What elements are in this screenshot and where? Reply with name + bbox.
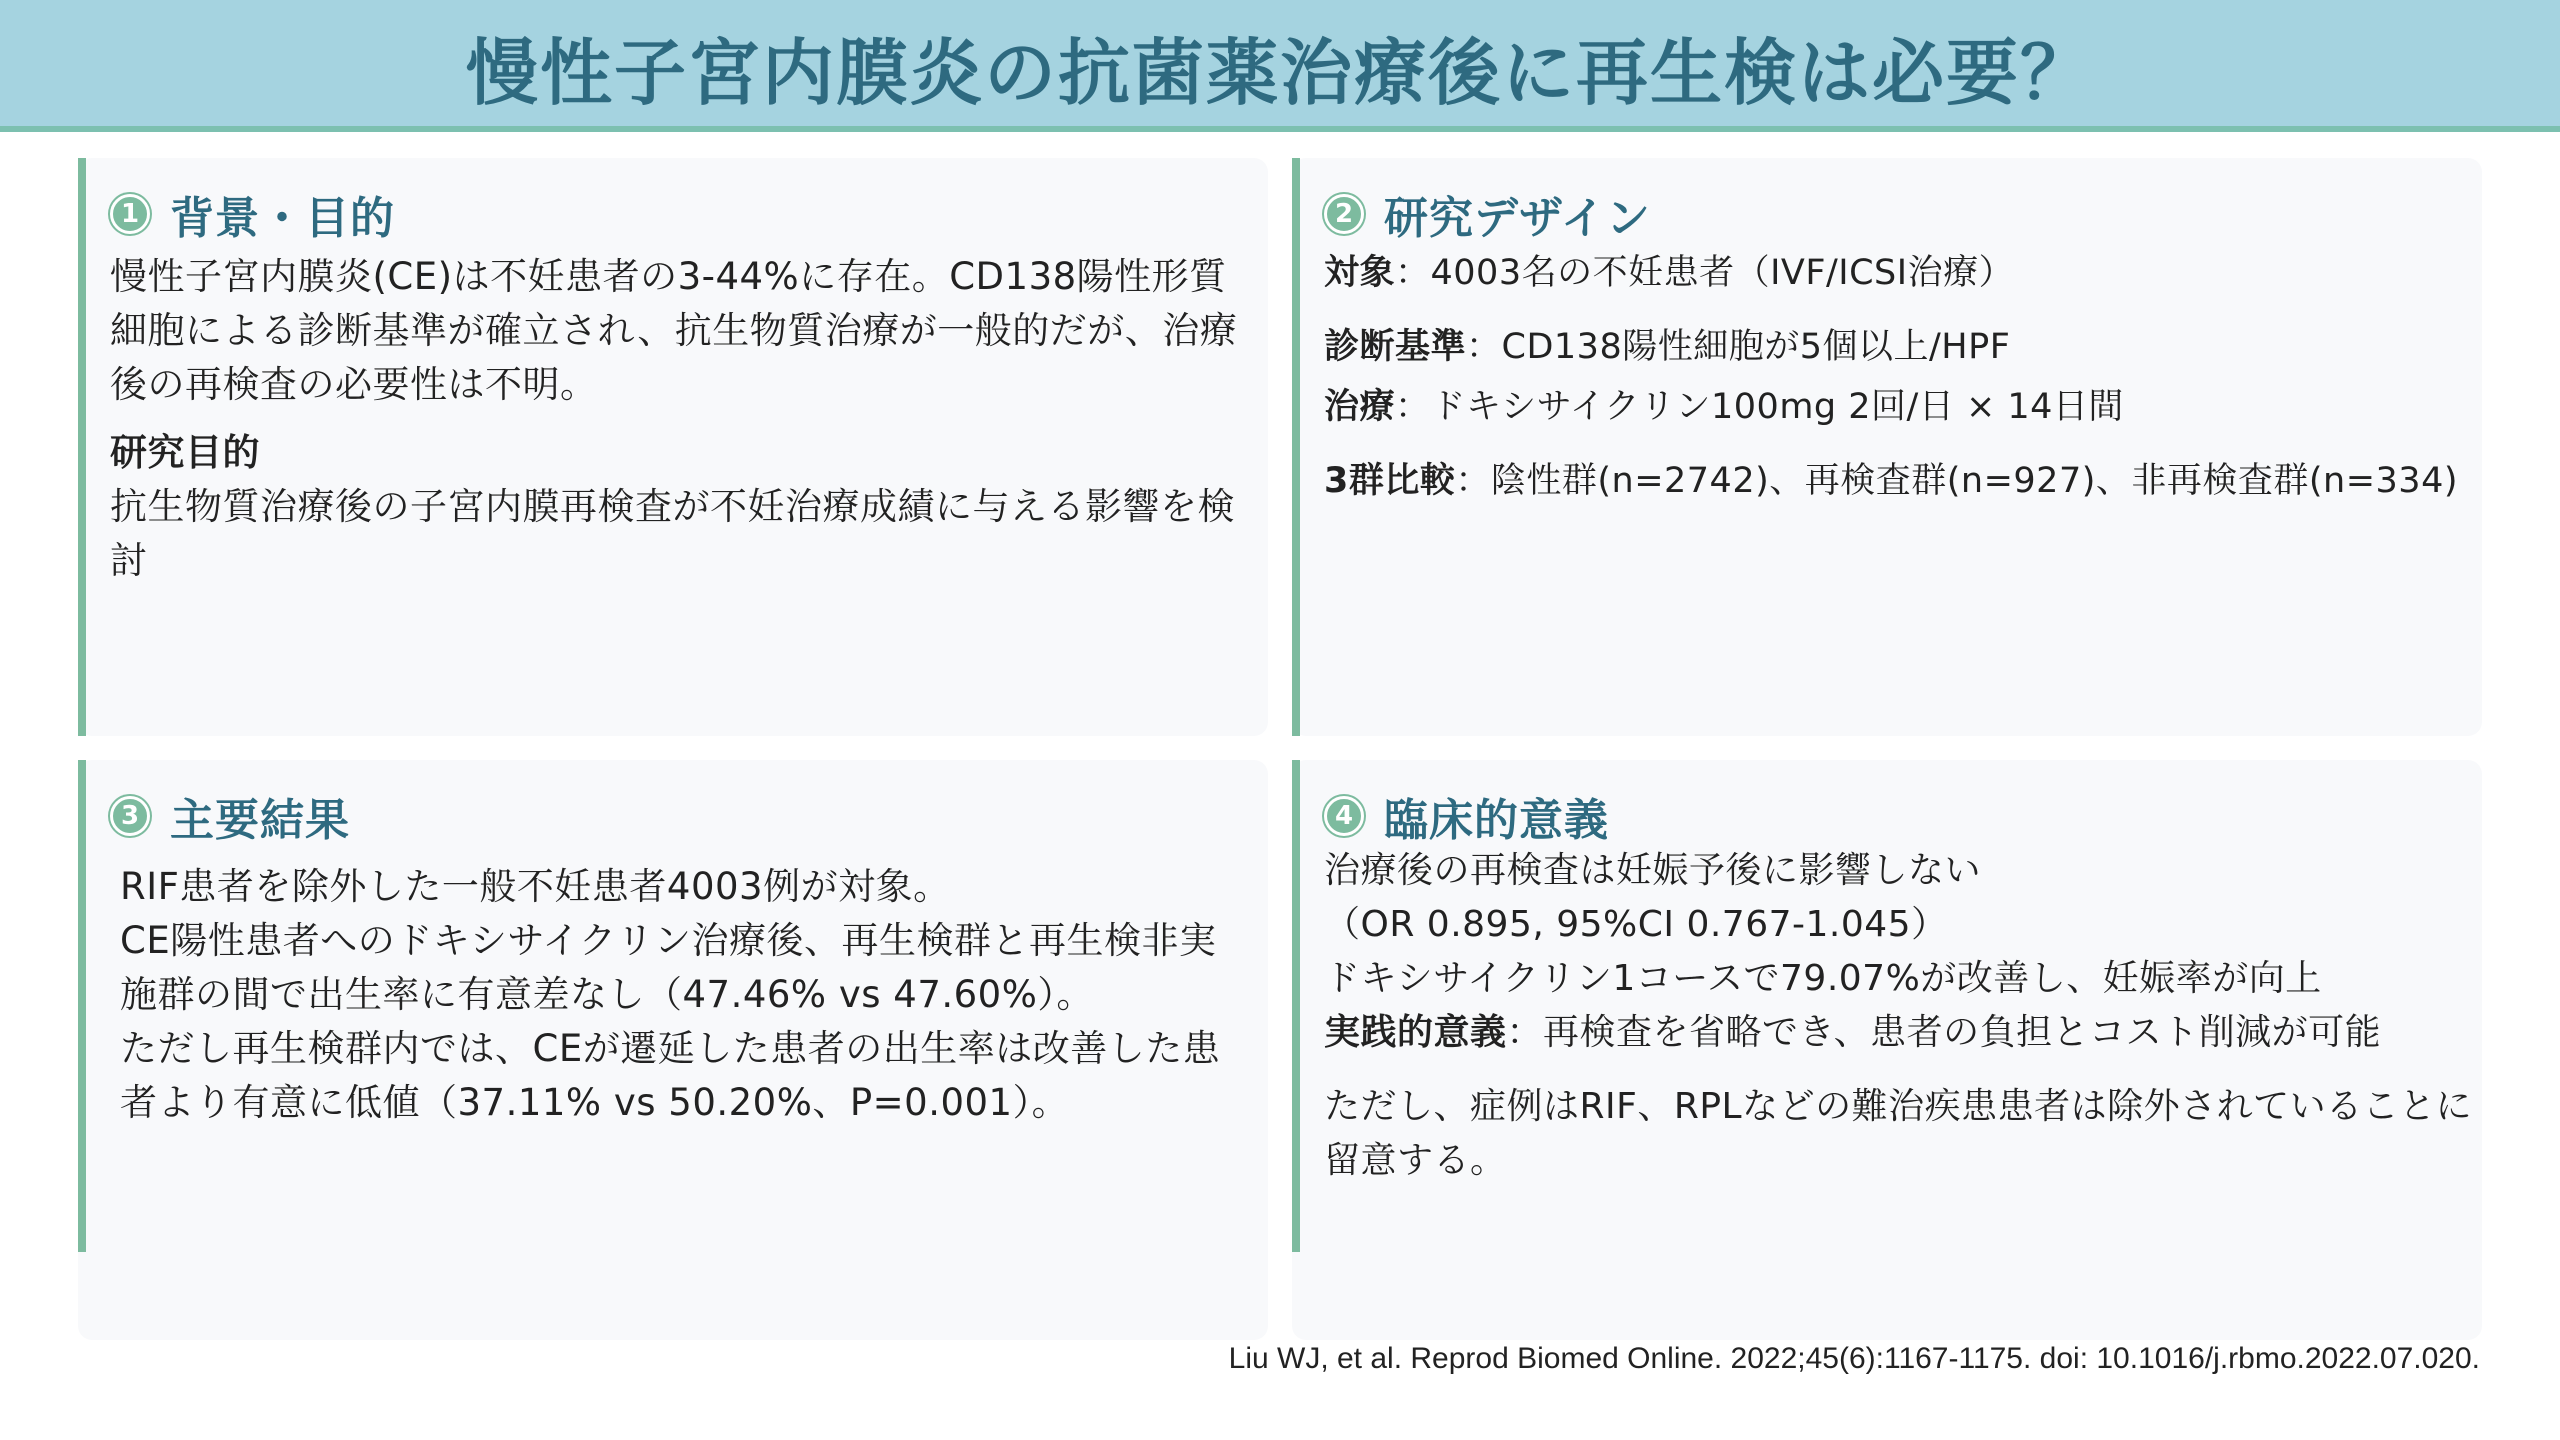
panel-accent-bar [78, 760, 86, 1252]
design-value: ：陰性群(n=2742)、再検査群(n=927)、非再検査群(n=334) [1455, 461, 2458, 501]
design-key: 治療 [1324, 387, 1396, 427]
result-line: CE陽性患者へのドキシサイクリン治療後、再生検群と再生検非実施群の間で出生率に有意差なし（47.46% vs 47.60%）。 [120, 919, 1217, 1016]
panel-header [1324, 182, 1651, 246]
panel-body [120, 860, 1250, 1130]
design-item [1324, 246, 2474, 300]
design-value: ：ドキシサイクリン100mg 2回/日 × 14日間 [1395, 387, 2124, 427]
clinical-practice [1324, 1006, 2474, 1060]
background-text: 慢性子宮内膜炎(CE)は不妊患者の3-44%に存在。CD138陽性形質細胞による診断基準が確立され、抗生物質治療が一般的だが、治療後の再検査の必要性は不明。 [110, 255, 1238, 406]
panel-header [110, 182, 395, 246]
panel-header [1324, 784, 1609, 848]
number-badge-icon: 2 [1324, 194, 1364, 234]
design-key: 対象 [1324, 253, 1396, 293]
clinical-line: 治療後の再検査は妊娠予後に影響しない [1324, 850, 1982, 891]
design-value: ：CD138陽性細胞が5個以上/HPF [1466, 327, 2011, 367]
number-badge-icon: 4 [1324, 796, 1364, 836]
panel-title: 背景・目的 [170, 193, 395, 244]
panel-title: 臨床的意義 [1384, 795, 1609, 846]
number-badge-icon: 1 [110, 194, 150, 234]
practice-key: 実践的意義 [1324, 1012, 1507, 1053]
result-line: RIF患者を除外した一般不妊患者4003例が対象。 [120, 865, 951, 908]
design-item [1324, 320, 2474, 374]
panel-title: 研究デザイン [1384, 193, 1651, 244]
design-item [1324, 454, 2474, 508]
panel-title: 主要結果 [170, 795, 350, 846]
number-badge-icon: 3 [110, 796, 150, 836]
design-value: ：4003名の不妊患者（IVF/ICSI治療） [1395, 253, 2015, 293]
clinical-note: ただし、症例はRIF、RPLなどの難治疾患患者は除外されていることに留意する。 [1324, 1086, 2473, 1181]
purpose-heading: 研究目的 [110, 431, 260, 474]
panel-accent-bar [1292, 158, 1300, 736]
panel-body [110, 250, 1250, 588]
page-title: 慢性子宮内膜炎の抗菌薬治療後に再生検は必要？ [465, 31, 2094, 115]
panel-header [110, 784, 350, 848]
practice-value: ：再検査を省略でき、患者の負担とコスト削減が可能 [1506, 1012, 2382, 1053]
result-line: ただし再生検群内では、CEが遷延した患者の出生率は改善した患者より有意に低値（37.11% vs 50.20%、P=0.001）。 [120, 1027, 1221, 1124]
purpose-text: 抗生物質治療後の子宮内膜再検査が不妊治療成績に与える影響を検討 [110, 485, 1235, 582]
panel-results [78, 760, 1268, 1340]
panel-accent-bar [78, 158, 86, 736]
clinical-line: （OR 0.895, 95%CI 0.767-1.045） [1324, 904, 1948, 945]
panel-background [78, 158, 1268, 736]
panel-accent-bar [1292, 760, 1300, 1252]
citation: Liu WJ, et al. Reprod Biomed Online. 2022;45(6):1167-1175. doi: 10.1016/j.rbmo.2022.07.020. [1228, 1342, 2480, 1375]
design-item [1324, 380, 2474, 434]
clinical-line: ドキシサイクリン1コースで79.07%が改善し、妊娠率が向上 [1324, 958, 2322, 999]
panel-clinical [1292, 760, 2482, 1340]
panel-body [1324, 844, 2474, 1188]
design-key: 診断基準 [1324, 327, 1467, 367]
header-banner [0, 0, 2560, 132]
panel-design [1292, 158, 2482, 736]
design-key: 3群比較 [1324, 461, 1456, 501]
panel-body [1324, 246, 2474, 508]
